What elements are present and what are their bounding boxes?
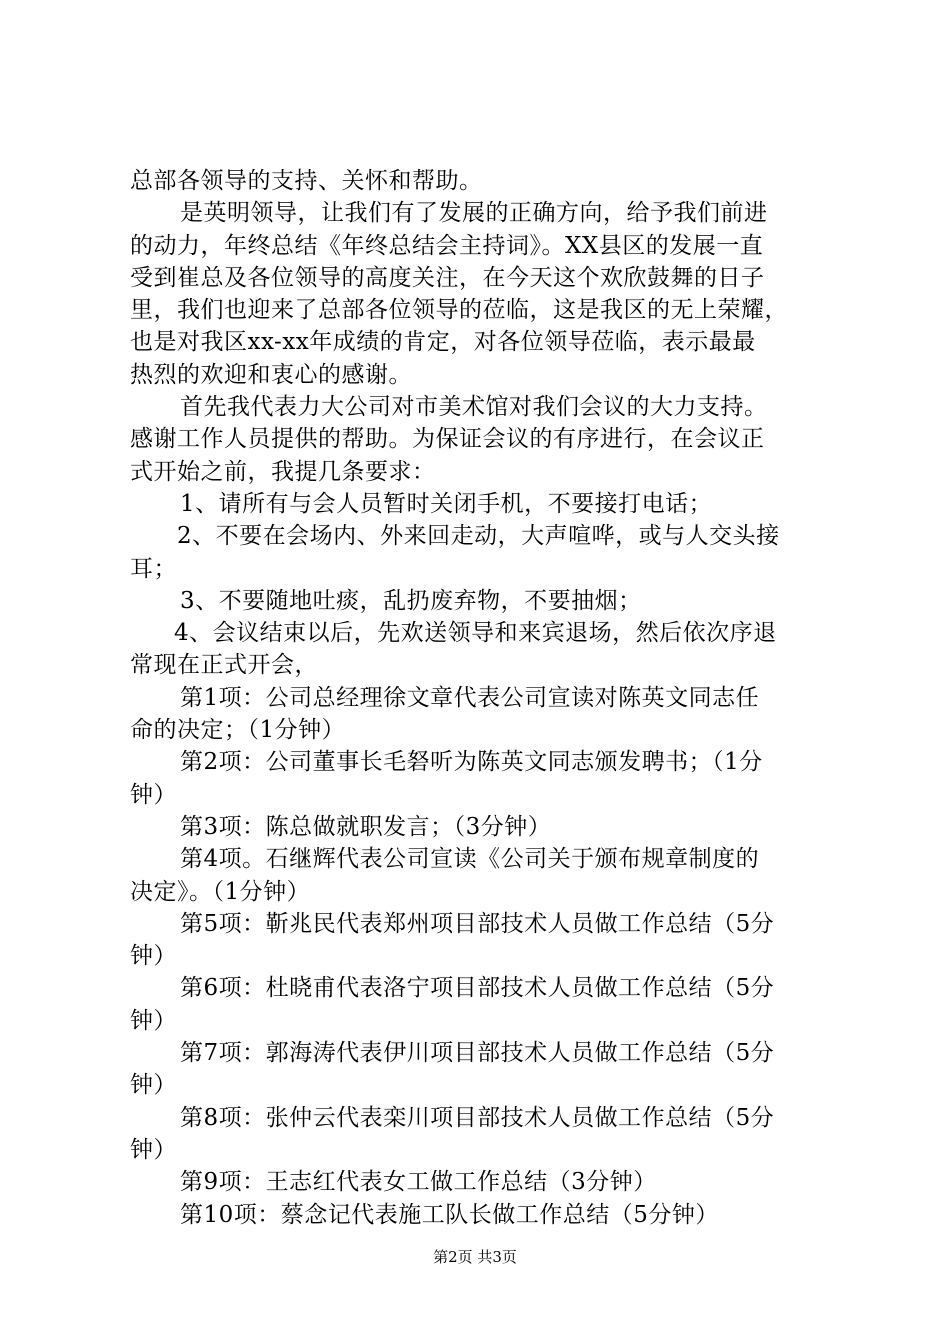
text-line: 钟） (130, 1007, 177, 1034)
agenda-item: 第3项：陈总做就职发言；（3分钟） (180, 813, 552, 840)
text-line: 钟） (130, 1136, 177, 1163)
agenda-item: 第9项：王志红代表女工做工作总结（3分钟） (180, 1169, 657, 1196)
list-item: 4、会议结束以后，先欢送领导和来宾退场，然后依次序退 (174, 620, 777, 647)
agenda-item: 第1项：公司总经理徐文章代表公司宣读对陈英文同志任 (180, 684, 760, 711)
text-line: 首先我代表力大公司对市美术馆对我们会议的大力支持。 (180, 394, 768, 421)
agenda-item: 第5项：靳兆民代表郑州项目部技术人员做工作总结（5分 (180, 910, 775, 937)
text-line: 是英明领导，让我们有了发展的正确方向，给予我们前进 (180, 200, 768, 227)
page-number: 第2页 共3页 (433, 1248, 517, 1266)
list-item: 1、请所有与会人员暂时关闭手机，不要接打电话； (180, 490, 713, 517)
text-line: 耳； (130, 555, 177, 582)
text-line: 感谢工作人员提供的帮助。为保证会议的有序进行，在会议正 (130, 426, 765, 453)
agenda-item: 第2项：公司董事长毛砮听为陈英文同志颁发聘书；（1分 (180, 749, 763, 776)
text-line: 的动力，年终总结《年终总结会主持词》。XX县区的发展一直 (130, 232, 764, 259)
agenda-item: 第8项：张仲云代表栾川项目部技术人员做工作总结（5分 (180, 1104, 775, 1131)
text-line: 钟） (130, 781, 177, 808)
text-line: 命的决定；（1分钟） (130, 717, 346, 744)
agenda-item: 第6项：杜晓甫代表洛宁项目部技术人员做工作总结（5分 (180, 975, 775, 1002)
text-line: 常现在正式开会， (130, 652, 318, 679)
document-body (130, 165, 830, 1231)
text-line: 钟） (130, 1072, 177, 1099)
text-line: 里，我们也迎来了总部各位领导的莅临，这是我区的无上荣耀， (130, 297, 788, 324)
text-line: 受到崔总及各位领导的高度关注，在今天这个欢欣鼓舞的日子 (130, 264, 765, 291)
agenda-item: 第10项：蔡念记代表施工队长做工作总结（5分钟） (180, 1201, 719, 1228)
agenda-item: 第7项：郭海涛代表伊川项目部技术人员做工作总结（5分 (180, 1040, 775, 1067)
text-line: 钟） (130, 943, 177, 970)
text-line: 式开始之前，我提几条要求： (130, 458, 436, 485)
agenda-item: 第4项。石继辉代表公司宣读《公司关于颁布规章制度的 (180, 846, 760, 873)
list-item: 2、不要在会场内、外来回走动，大声喧哗，或与人交头接 (177, 523, 780, 550)
text-line: 决定》。（1分钟） (130, 878, 311, 905)
text-line: 总部各领导的支持、关怀和帮助。 (130, 168, 483, 194)
list-item: 3、不要随地吐痰，乱扔废弃物，不要抽烟； (180, 587, 642, 614)
text-line: 热烈的欢迎和衷心的感谢。 (130, 361, 412, 388)
text-line: 也是对我区xx-xx年成绩的肯定，对各位领导莅临，表示最最 (130, 329, 756, 356)
